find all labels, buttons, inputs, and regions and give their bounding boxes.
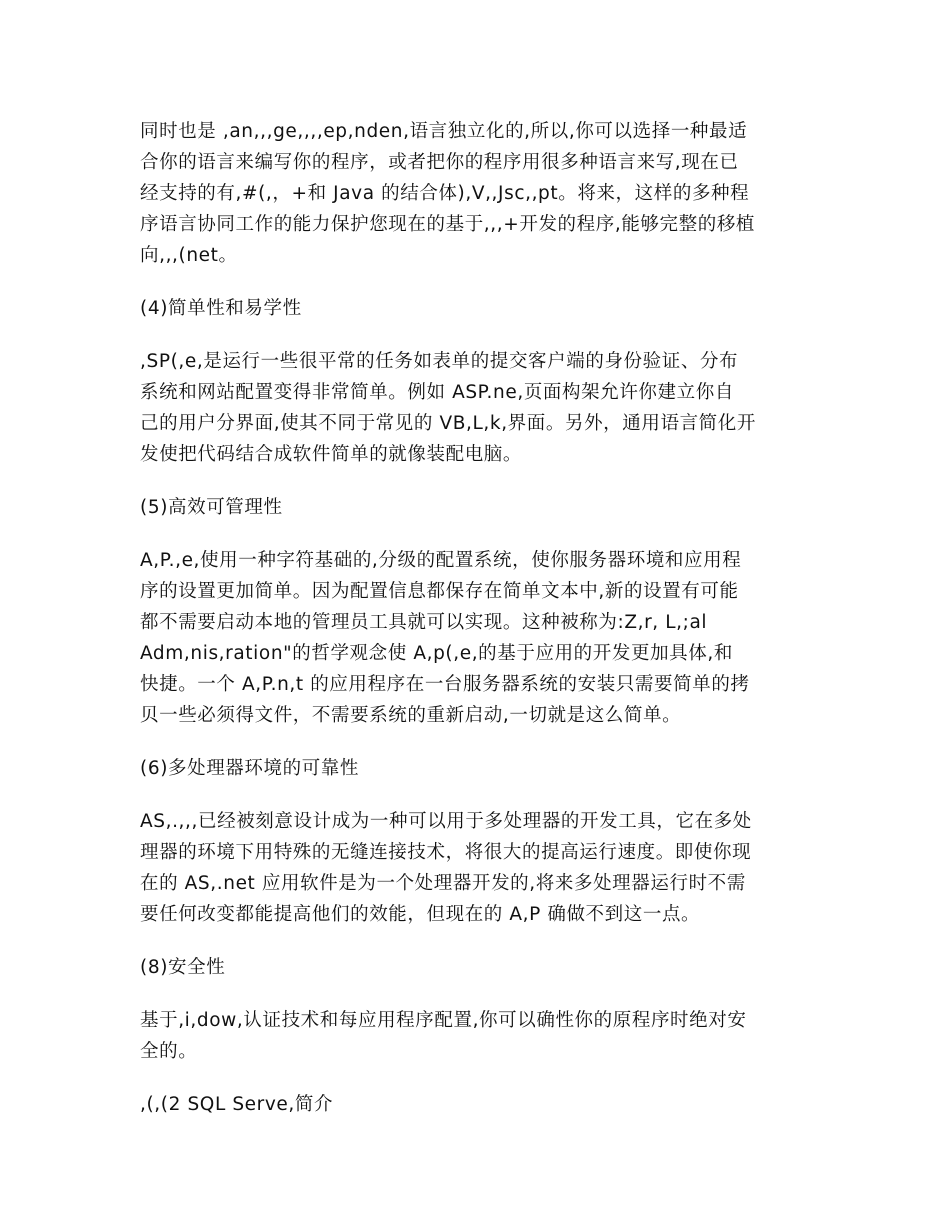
- text-line: 在的 AS,.net 应用软件是为一个处理器开发的,将来多处理器运行时不需: [140, 873, 746, 894]
- text-line: 基于,i,dow,认证技术和每应用程序配置,你可以确性你的原程序时绝对安: [140, 1010, 747, 1031]
- paragraph-security: [140, 1005, 812, 1067]
- section-heading-sql-server: ,(,(2 SQL Serve,简介: [140, 1094, 334, 1115]
- paragraph-multiprocessor: [140, 806, 812, 930]
- text-line: 发使把代码结合成软件简单的就像装配电脑。: [140, 444, 523, 465]
- text-line: 要任何改变都能提高他们的效能，但现在的 A,P 确做不到这一点。: [140, 904, 701, 925]
- section-heading-manageability: (5)高效可管理性: [140, 497, 283, 518]
- text-line: 己的用户分界面,使其不同于常见的 VB,L,k,界面。另外，通用语言简化开: [140, 413, 756, 434]
- text-line: A,P.,e,使用一种字符基础的,分级的配置系统，使你服务器环境和应用程: [140, 550, 742, 571]
- text-line: 经支持的有,#(,，+和 Java 的结合体),V,,Jsc,,pt。将来，这样的多种程: [140, 183, 750, 204]
- text-line: 快捷。一个 A,P.n,t 的应用程序在一台服务器系统的安装只需要简单的拷: [140, 674, 750, 695]
- text-line: 序语言协同工作的能力保护您现在的基于,,,+开发的程序,能够完整的移植: [140, 214, 756, 235]
- document-body: [140, 116, 812, 1142]
- paragraph-simplicity: [140, 346, 812, 470]
- text-line: 理器的环境下用特殊的无缝连接技术，将很大的提高运行速度。即使你现: [140, 842, 752, 863]
- section-heading-security: (8)安全性: [140, 957, 226, 978]
- text-line: 都不需要启动本地的管理员工具就可以实现。这种被称为:Z,r, L,;al: [140, 612, 708, 633]
- text-line: 贝一些必须得文件，不需要系统的重新启动,一切就是这么简单。: [140, 705, 682, 726]
- text-line: AS,.,,,已经被刻意设计成为一种可以用于多处理器的开发工具，它在多处: [140, 811, 752, 832]
- text-line: 序的设置更加简单。因为配置信息都保存在简单文本中,新的设置有可能: [140, 581, 739, 602]
- text-line: 同时也是 ,an,,,ge,,,,ep,nden,语言独立化的,所以,你可以选择一种最适: [140, 121, 748, 142]
- section-heading-simplicity: (4)简单性和易学性: [140, 298, 302, 319]
- text-line: 系统和网站配置变得非常简单。例如 ASP.ne,页面构架允许你建立你自: [140, 382, 734, 403]
- text-line: 合你的语言来编写你的程序，或者把你的程序用很多种语言来写,现在已: [140, 152, 739, 173]
- text-line: Adm,nis,ration"的哲学观念使 A,p(,e,的基于应用的开发更加具体,和: [140, 643, 733, 664]
- paragraph-manageability: [140, 545, 812, 731]
- section-heading-multiprocessor: (6)多处理器环境的可靠性: [140, 758, 360, 779]
- paragraph-language-independence: [140, 116, 812, 271]
- text-line: 向,,,(net。: [140, 245, 238, 266]
- text-line: 全的。: [140, 1041, 198, 1062]
- text-line: ,SP(,e,是运行一些很平常的任务如表单的提交客户端的身份验证、分布: [140, 351, 739, 372]
